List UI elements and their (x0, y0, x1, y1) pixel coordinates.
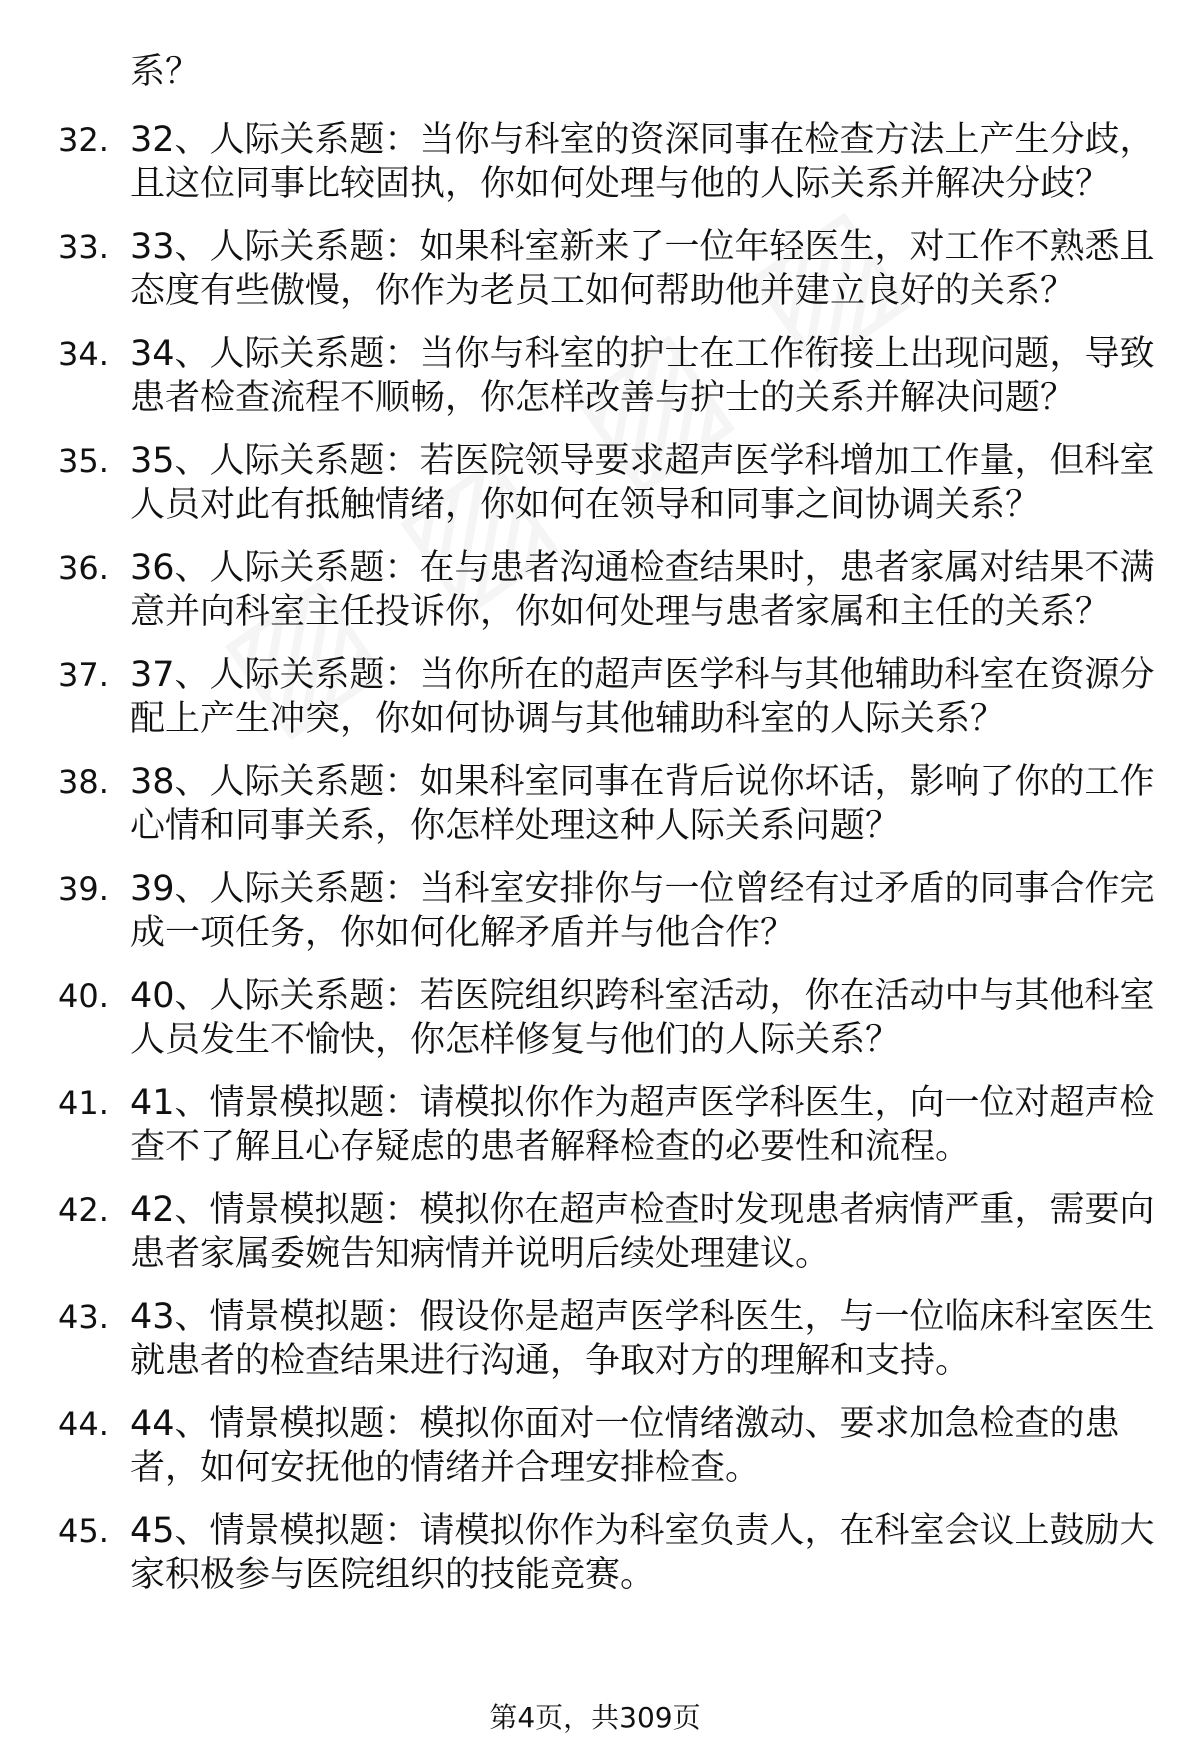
question-item (0, 118, 1190, 206)
question-text: 37、人际关系题：当你所在的超声医学科与其他辅助科室在资源分配上产生冲突，你如何协调与其他辅助科室的人际关系？ (130, 655, 1155, 739)
question-item (0, 867, 1190, 955)
question-text: 33、人际关系题：如果科室新来了一位年轻医生，对工作不熟悉且态度有些傲慢，你作为老员工如何帮助他并建立良好的关系？ (130, 227, 1155, 311)
question-text: 36、人际关系题：在与患者沟通检查结果时，患者家属对结果不满意并向科室主任投诉你，你如何处理与患者家属和主任的关系？ (130, 548, 1155, 632)
question-item (0, 546, 1190, 634)
question-number: 35. (58, 442, 109, 480)
question-number: 36. (58, 549, 109, 587)
question-text: 45、情景模拟题：请模拟你作为科室负责人，在科室会议上鼓励大家积极参与医院组织的技能竞赛。 (130, 1511, 1155, 1595)
question-number: 43. (58, 1298, 109, 1336)
page-footer: 第4页，共309页 (489, 1701, 701, 1734)
question-number: 34. (58, 335, 109, 373)
question-text: 34、人际关系题：当你与科室的护士在工作衔接上出现问题，导致患者检查流程不顺畅，你怎样改善与护士的关系并解决问题？ (130, 334, 1155, 418)
question-number: 45. (58, 1512, 109, 1550)
question-item (0, 332, 1190, 420)
question-text: 35、人际关系题：若医院领导要求超声医学科增加工作量，但科室人员对此有抵触情绪，你如何在领导和同事之间协调关系？ (130, 441, 1155, 525)
question-number: 38. (58, 763, 109, 801)
question-text: 38、人际关系题：如果科室同事在背后说你坏话，影响了你的工作心情和同事关系，你怎样处理这种人际关系问题？ (130, 762, 1155, 846)
question-item (0, 1509, 1190, 1597)
question-list (0, 118, 1190, 1616)
question-item (0, 653, 1190, 741)
question-text: 41、情景模拟题：请模拟你作为超声医学科医生，向一位对超声检查不了解且心存疑虑的患者解释检查的必要性和流程。 (130, 1083, 1155, 1167)
question-item (0, 1188, 1190, 1276)
question-number: 33. (58, 228, 109, 266)
question-text: 42、情景模拟题：模拟你在超声检查时发现患者病情严重，需要向患者家属委婉告知病情并说明后续处理建议。 (130, 1190, 1155, 1274)
continuation-text: 系？ (130, 52, 201, 92)
question-number: 37. (58, 656, 109, 694)
question-number: 44. (58, 1405, 109, 1443)
question-text: 40、人际关系题：若医院组织跨科室活动，你在活动中与其他科室人员发生不愉快，你怎样修复与他们的人际关系？ (130, 976, 1155, 1060)
question-item (0, 439, 1190, 527)
question-number: 40. (58, 977, 109, 1015)
question-number: 39. (58, 870, 109, 908)
question-number: 42. (58, 1191, 109, 1229)
question-number: 32. (58, 121, 109, 159)
question-item (0, 1081, 1190, 1169)
question-text: 39、人际关系题：当科室安排你与一位曾经有过矛盾的同事合作完成一项任务，你如何化解矛盾并与他合作？ (130, 869, 1155, 953)
question-item (0, 225, 1190, 313)
question-text: 43、情景模拟题：假设你是超声医学科医生，与一位临床科室医生就患者的检查结果进行沟通，争取对方的理解和支持。 (130, 1297, 1155, 1381)
question-item (0, 974, 1190, 1062)
question-item (0, 1295, 1190, 1383)
question-text: 44、情景模拟题：模拟你面对一位情绪激动、要求加急检查的患者，如何安抚他的情绪并合理安排检查。 (130, 1404, 1120, 1488)
question-item (0, 760, 1190, 848)
question-item (0, 1402, 1190, 1490)
question-number: 41. (58, 1084, 109, 1122)
question-text: 32、人际关系题：当你与科室的资深同事在检查方法上产生分歧，且这位同事比较固执，你如何处理与他的人际关系并解决分歧？ (130, 120, 1155, 204)
